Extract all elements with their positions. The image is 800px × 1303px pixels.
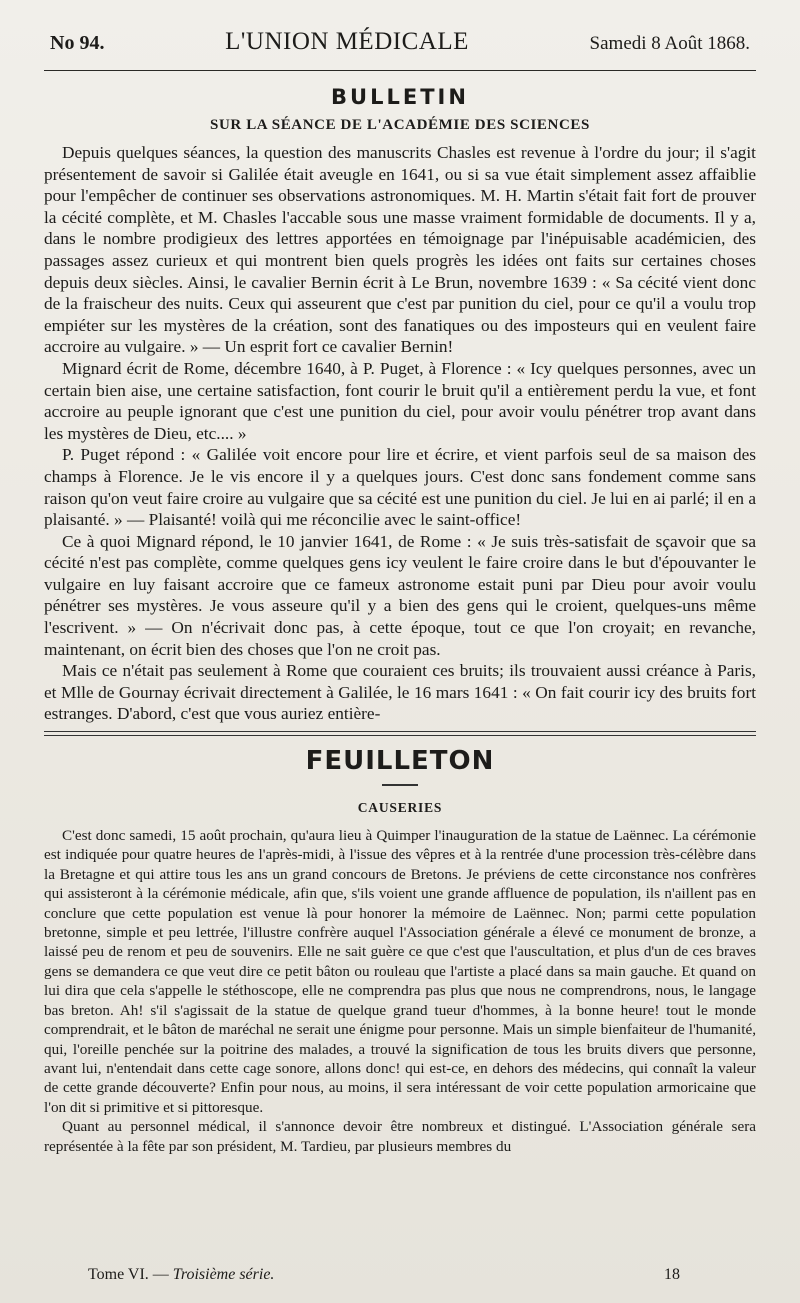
feuilleton-paragraph: C'est donc samedi, 15 août prochain, qu'aura lieu à Quimper l'inauguration de la statue de Laënnec. La cérémonie est indiquée pour quatre heures de l'après-midi, à l'issue des vêpres et à la rentrée d'une procession très-célèbre dans la Bretagne et qui attire tous les ans un grand concours de Bretons. Je préviens de cette circonstance nos confrères qui assisteront à la cérémonie médicale, afin que, s'ils voient une grande affluence de population, ils n'aillent pas en conclure que cette population est venue là pour honorer la mémoire de Laënnec. Non; parmi cette population bretonne, simple et peu lettrée, l'illustre confrère auquel l'Association générale a élevé ce monument de bronze, a laissé peu de renom et peu de souvenirs. Elle ne sait guère ce que c'est que l'auscultation, et plus d'un de ces braves gens se demandera ce que veut dire ce petit bâton ou rouleau que l'artiste a placé dans sa main gauche. Et quand on lui dira que cela s'appelle le stéthoscope, elle ne comprendra pas plus que nous ne comprendrons, nous, le langage bas breton. Ah! s'il s'agissait de la statue de quelque grand tueur d'hommes, à la bonne heure! tout le monde comprendrait, et le bâton de maréchal ne serait une énigme pour personne. Mais un simple bienfaiteur de l'humanité, qui, l'oreille penchée sur la poitrine des malades, a trouvé la signification de tous les bruits divers que personne, avant lui, n'entendait dans cette cage sonore, allons donc! qui est-ce, en dehors des médecins, qui connaît la valeur de cette grande découverte? Enfin pour nous, au moins, il sera intéressant de voir cette population armoricaine que l'on dit si primitive et si pittoresque. [44, 827, 756, 1116]
bulletin-subtitle: SUR LA SÉANCE DE L'ACADÉMIE DES SCIENCES [210, 117, 590, 133]
bulletin-paragraph: Ce à quoi Mignard répond, le 10 janvier 1641, de Rome : « Je suis très-satisfait de sçavoir que sa cécité n'est pas complète, comme quelques gens icy veulent le faire croire dans le but d'épouvanter le vulgaire en luy faisant accroire que ce fameux astronome estait puni par Dieu pour avoir voulu pénétrer ses mystères. Je vous asseure qu'il y a bien des gens qui le croient, quelques-uns même l'escrivent. » — On n'écrivait donc pas, à cette époque, tout ce que l'on croyait; en revanche, maintenant, on écrit bien des choses que l'on ne croit pas. [44, 531, 756, 659]
page-footer [88, 1266, 680, 1284]
page-number: 18 [664, 1266, 680, 1283]
series-label: Troisième série. [172, 1266, 275, 1283]
issue-date: Samedi 8 Août 1868. [589, 33, 750, 54]
bulletin-paragraph: Depuis quelques séances, la question des manuscrits Chasles est revenue à l'ordre du jour; il s'agit présentement de savoir si Galilée était aveugle en 1641, ou si sa vue était simplement assez affaiblie pour l'empêcher de continuer ses observations astronomiques. M. H. Martin s'était fait fort de prouver la cécité complète, et M. Chasles l'accable sous une masse vraiment formidable de documents. Il y a, dans le nombre prodigieux des lettres apportées en témoignage par l'inépuisable académicien, des passages assez curieux et qui montrent bien quels progrès les idées ont faits sur certaines choses depuis deux siècles. Ainsi, le cavalier Bernin écrit à Le Brun, novembre 1639 : « Sa cécité vient donc de la fraischeur des nuits. Ceux qui asseurent que c'est par punition du ciel, pour ce qu'il a voulu trop empiéter sur les mystères de la création, sont des fanatiques ou des imposteurs qui en veulent faire accroire au vulgaire. » — Un esprit fort ce cavalier Bernin! [44, 143, 756, 357]
footer-volume [88, 1266, 274, 1284]
causeries-heading: CAUSERIES [357, 800, 443, 816]
masthead [44, 28, 756, 56]
section-divider [44, 731, 756, 736]
issue-number: No 94. [50, 32, 105, 54]
bulletin-paragraph: Mignard écrit de Rome, décembre 1640, à P. Puget, à Florence : « Icy quelques personnes, avec un certain bien aise, une certaine satisfaction, font courir le bruit qu'il a entièrement perdu la vue, et font accroire au peuple ignorant que c'est une punition du ciel, pour avoir voulu pénétrer trop avant dans les mystères de Dieu, etc.... » [44, 358, 756, 443]
volume-label: Tome VI. — [88, 1266, 169, 1283]
bulletin-paragraph: Mais ce n'était pas seulement à Rome que couraient ces bruits; ils trouvaient aussi créance à Paris, et Mlle de Gournay écrivait directement à Galilée, le 16 mars 1641 : « On fait courir icy des bruits fort estranges. D'abord, c'est que vous auriez entière- [44, 661, 756, 724]
feuilleton-paragraph: Quant au personnel médical, il s'annonce devoir être nombreux et distingué. L'Association générale sera représentée à la fête par son président, M. Tardieu, par plusieurs membres du [44, 1118, 756, 1155]
bulletin-title: BULLETIN [331, 85, 469, 109]
feuilleton-section [44, 746, 756, 1156]
bulletin-section [44, 85, 756, 725]
title-underline [382, 784, 418, 786]
bulletin-paragraph: P. Puget répond : « Galilée voit encore pour lire et écrire, et vient parfois seul de sa maison des champs à Florence. Je le vis encore il y a quelques jours. C'est donc sans fondement comme sans raison qu'on veut faire croire au vulgaire que sa cécité est une punition du ciel. Je lui en ai parlé; il en a plaisanté. » — Plaisanté! voilà qui me réconcilie avec le saint-office! [44, 445, 756, 530]
journal-title: L'UNION MÉDICALE [225, 28, 469, 55]
header-rule [44, 70, 756, 71]
feuilleton-title: FEUILLETON [305, 746, 495, 777]
